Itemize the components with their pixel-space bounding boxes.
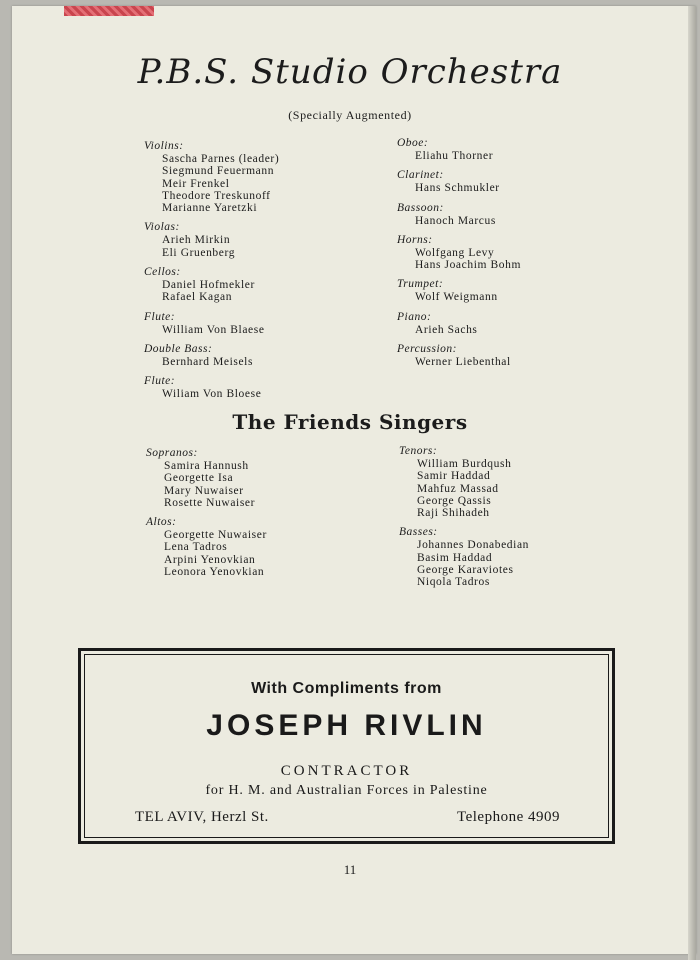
singers-left-column — [146, 447, 267, 585]
member-name: Raji Shihadeh — [417, 507, 490, 520]
member-name: William Von Blaese — [162, 323, 265, 336]
roster-section — [397, 343, 521, 368]
section-role: Basses: — [399, 526, 438, 539]
member-name: Eli Gruenberg — [162, 246, 236, 259]
section-role: Altos: — [146, 516, 177, 529]
ad-compliments: With Compliments from — [251, 680, 442, 697]
member-name: Basim Haddad — [417, 551, 493, 564]
member-name: George Karaviotes — [417, 564, 514, 577]
roster-section — [146, 516, 267, 578]
member-name: Georgette Nuwaiser — [164, 529, 267, 542]
section-role: Flute: — [144, 375, 176, 388]
section-role: Sopranos: — [146, 447, 198, 459]
section-role: Violins: — [144, 140, 184, 152]
section-role: Horns: — [397, 233, 433, 246]
ad-address: TEL AVIV, Herzl St. — [135, 809, 269, 825]
section-role: Flute: — [144, 310, 176, 323]
member-name: Samira Hannush — [164, 460, 249, 472]
section-role: Piano: — [397, 310, 432, 323]
roster-section — [397, 234, 521, 272]
member-name: Johannes Donabedian — [417, 539, 529, 552]
member-name: Hans Schmukler — [415, 182, 500, 195]
ad-contractor: CONTRACTOR — [280, 763, 413, 779]
member-name: Daniel Hofmekler — [162, 279, 255, 292]
section-role: Cellos: — [144, 266, 181, 279]
member-name: Mary Nuwaiser — [164, 484, 244, 497]
orchestra-left-column — [144, 140, 279, 408]
roster-section — [146, 447, 267, 509]
member-name: Hanoch Marcus — [415, 214, 496, 227]
member-name: William Burdqush — [417, 458, 512, 470]
section-role: Trumpet: — [397, 278, 444, 291]
page-edge — [688, 6, 696, 960]
singers-right-column — [399, 445, 529, 596]
member-name: Mahfuz Massad — [417, 482, 499, 495]
member-name: Georgette Isa — [164, 472, 234, 485]
singers-title: The Friends Singers — [232, 410, 468, 434]
orchestra-right-column — [397, 137, 521, 375]
roster-section — [397, 169, 521, 194]
member-name: Wolf Weigmann — [415, 291, 498, 304]
member-name: Eliahu Thorner — [415, 150, 494, 162]
orchestra-subtitle: (Specially Augmented) — [288, 108, 412, 122]
roster-section — [397, 137, 521, 162]
member-name: Rafael Kagan — [162, 291, 233, 304]
roster-section — [399, 526, 529, 588]
roster-section — [397, 202, 521, 227]
member-name: Arieh Mirkin — [162, 234, 231, 247]
member-name: George Qassis — [417, 494, 492, 507]
roster-section — [144, 266, 279, 304]
bookmark-ribbon — [64, 6, 154, 16]
roster-section — [144, 375, 279, 400]
section-role: Percussion: — [397, 343, 458, 356]
section-role: Tenors: — [399, 445, 438, 457]
section-role: Violas: — [144, 221, 180, 234]
roster-section — [399, 445, 529, 519]
member-name: Lena Tadros — [164, 541, 228, 554]
member-name: Siegmund Feuermann — [162, 165, 275, 178]
orchestra-title: P.B.S. Studio Orchestra — [137, 52, 563, 92]
member-name: Arpini Yenovkian — [164, 553, 256, 566]
member-name: Meir Frenkel — [162, 177, 230, 190]
roster-section — [144, 311, 279, 336]
member-name: Rosette Nuwaiser — [164, 496, 256, 509]
roster-section — [144, 140, 279, 214]
member-name: Niqola Tadros — [417, 576, 490, 589]
member-name: Sascha Parnes (leader) — [162, 153, 280, 165]
roster-section — [144, 221, 279, 259]
section-role: Oboe: — [397, 137, 429, 149]
member-name: Marianne Yaretzki — [162, 202, 258, 215]
member-name: Wiliam Von Bloese — [162, 388, 262, 401]
member-name: Samir Haddad — [417, 470, 491, 483]
roster-section — [397, 278, 521, 303]
member-name: Leonora Yenovkian — [164, 566, 265, 579]
member-name: Arieh Sachs — [415, 323, 478, 336]
ad-forces: for H. M. and Australian Forces in Palestine — [205, 783, 488, 798]
section-role: Double Bass: — [144, 342, 213, 355]
member-name: Theodore Treskunoff — [162, 189, 271, 202]
roster-section — [144, 343, 279, 368]
ad-telephone: Telephone 4909 — [456, 809, 560, 825]
advertisement-box — [78, 648, 615, 844]
member-name: Werner Liebenthal — [415, 356, 511, 369]
section-role: Clarinet: — [397, 169, 444, 182]
section-role: Bassoon: — [397, 201, 444, 214]
advertisement-inner-border — [84, 654, 609, 838]
member-name: Hans Joachim Bohm — [415, 259, 522, 272]
ad-company-name: JOSEPH RIVLIN — [206, 709, 487, 742]
roster-section — [397, 311, 521, 336]
page-number: 11 — [343, 862, 357, 877]
member-name: Wolfgang Levy — [415, 246, 495, 259]
member-name: Bernhard Meisels — [162, 355, 254, 368]
